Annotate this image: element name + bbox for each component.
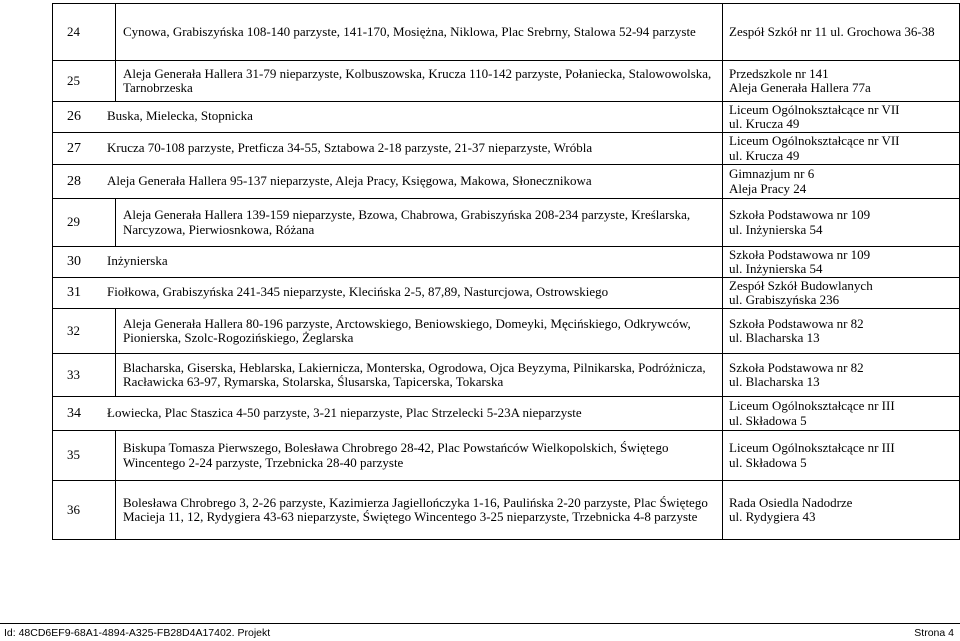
page-number: Strona 4 [914, 627, 954, 639]
station-address: ul. Składowa 5 [729, 454, 807, 470]
district-number: 26 [67, 109, 81, 125]
station-name: Szkoła Podstawowa nr 82 [729, 359, 864, 375]
streets-text: Inżynierska [107, 253, 168, 269]
polling-station-cell [723, 431, 960, 481]
table-row [53, 133, 960, 165]
table-row [53, 309, 960, 354]
polling-station-cell [723, 247, 960, 278]
streets-text: Buska, Mielecka, Stopnicka [107, 108, 253, 124]
streets-text: Fiołkowa, Grabiszyńska 241-345 nieparzyste, Klecińska 2-5, 87,89, Nasturcjowa, Ostrowskiego [107, 284, 609, 300]
station-name: Liceum Ogólnokształcące nr III [729, 440, 895, 455]
station-name: Zespół Szkół Budowlanych [729, 277, 873, 293]
station-name: Szkoła Podstawowa nr 109 [729, 246, 871, 262]
station-name: Zespół Szkół nr 11 ul. Grochowa 36-38 [729, 23, 935, 39]
table-row [53, 4, 960, 61]
streets-cell: Aleja Generała Hallera 31-79 nieparzyste, Kolbuszowska, Krucza 110-142 parzyste, Połaniecka, Stalowowolska, Tarnobrzeska [116, 61, 723, 102]
station-address: ul. Blacharska 13 [729, 330, 820, 345]
streets-cell: Biskupa Tomasza Pierwszego, Bolesława Chrobrego 28-42, Plac Powstańców Wielkopolskich, Świętego Wincentego 2-24 parzyste, Trzebnicka 28-40 parzyste [116, 431, 723, 481]
station-address: ul. Krucza 49 [729, 116, 800, 131]
district-number: 28 [67, 173, 81, 189]
polling-station-cell [723, 199, 960, 247]
polling-station-cell [723, 165, 960, 199]
polling-station-cell [723, 481, 960, 540]
polling-station-cell [723, 133, 960, 165]
polling-station-cell [723, 278, 960, 309]
table-row [53, 481, 960, 540]
streets-cell [53, 133, 723, 165]
station-address: Aleja Generała Hallera 77a [729, 80, 871, 95]
streets-cell: Aleja Generała Hallera 139-159 nieparzyste, Bzowa, Chabrowa, Grabiszyńska 208-234 parzyste, Kreślarska, Narcyzowa, Pierwiosnkowa, Różana [116, 199, 723, 247]
station-address: ul. Rydygiera 43 [729, 509, 816, 524]
polling-station-cell [723, 102, 960, 133]
streets-cell [53, 397, 723, 431]
streets-cell [53, 102, 723, 133]
station-address: ul. Grabiszyńska 236 [729, 292, 840, 307]
station-name: Rada Osiedla Nadodrze [729, 494, 853, 510]
streets-text: Łowiecka, Plac Staszica 4-50 parzyste, 3-21 nieparzyste, Plac Strzelecki 5-23A nieparzyste [107, 404, 582, 420]
table-row [53, 354, 960, 397]
streets-text: Krucza 70-108 parzyste, Pretficza 34-55, Sztabowa 2-18 parzyste, 21-37 nieparzyste, Wróbla [107, 139, 593, 155]
district-number: 32 [53, 309, 116, 354]
district-number: 35 [53, 431, 116, 481]
streets-cell: Bolesława Chrobrego 3, 2-26 parzyste, Kazimierza Jagiellończyka 1-16, Paulińska 2-20 parzyste, Plac Świętego Macieja 11, 12, Rydygiera 43-63 nieparzyste, Świętego Wincentego 3-25 nieparzyste, Trzebnicka 4-8 parzyste [116, 481, 723, 540]
station-name: Gimnazjum nr 6 [729, 166, 815, 181]
district-number: 30 [67, 254, 81, 270]
district-number: 24 [53, 4, 116, 61]
table-row [53, 247, 960, 278]
streets-cell: Blacharska, Giserska, Heblarska, Lakiernicza, Monterska, Ogrodowa, Ojca Beyzyma, Pilnikarska, Podróżnicza, Racławicka 63-97, Rymarska, Stolarska, Ślusarska, Tapicerska, Tokarska [116, 354, 723, 397]
district-number: 25 [53, 61, 116, 102]
station-address: ul. Krucza 49 [729, 147, 800, 163]
table-row [53, 165, 960, 199]
station-address: ul. Inżynierska 54 [729, 261, 823, 276]
streets-cell [53, 247, 723, 278]
table-row [53, 397, 960, 431]
polling-station-cell [723, 309, 960, 354]
table-row [53, 199, 960, 247]
polling-station-cell [723, 61, 960, 102]
streets-cell: Aleja Generała Hallera 80-196 parzyste, Arctowskiego, Beniowskiego, Domeyki, Męcińskiego, Odkrywców, Pionierska, Szolc-Rogozińskiego, Żeglarska [116, 309, 723, 354]
station-address: Aleja Pracy 24 [729, 180, 807, 196]
station-address: ul. Inżynierska 54 [729, 221, 823, 237]
table-row [53, 102, 960, 133]
station-name: Przedszkole nr 141 [729, 65, 829, 81]
station-name: Liceum Ogólnokształcące nr VII [729, 101, 900, 117]
streets-cell [53, 278, 723, 309]
district-number: 34 [67, 405, 81, 421]
station-address: ul. Blacharska 13 [729, 374, 820, 389]
polling-station-cell [723, 354, 960, 397]
polling-station-cell [723, 397, 960, 431]
district-number: 27 [67, 140, 81, 156]
district-number: 29 [53, 199, 116, 247]
polling-station-cell [723, 4, 960, 61]
streets-cell [53, 165, 723, 199]
table-row [53, 61, 960, 102]
station-name: Liceum Ogólnokształcące nr VII [729, 133, 900, 148]
station-name: Szkoła Podstawowa nr 109 [729, 207, 871, 222]
districts-table [52, 3, 960, 540]
district-number: 31 [67, 285, 81, 301]
streets-text: Aleja Generała Hallera 95-137 nieparzyste, Aleja Pracy, Księgowa, Makowa, Słonecznikowa [107, 172, 592, 188]
station-name: Liceum Ogólnokształcące nr III [729, 398, 895, 413]
table-row [53, 278, 960, 309]
table-row [53, 431, 960, 481]
district-number: 36 [53, 481, 116, 540]
station-name: Szkoła Podstawowa nr 82 [729, 315, 864, 331]
station-address: ul. Składowa 5 [729, 412, 807, 428]
district-number: 33 [53, 354, 116, 397]
page-footer [0, 623, 960, 641]
document-id: Id: 48CD6EF9-68A1-4894-A325-FB28D4A17402. Projekt [4, 627, 271, 639]
streets-cell: Cynowa, Grabiszyńska 108-140 parzyste, 141-170, Mosiężna, Niklowa, Plac Srebrny, Stalowa 52-94 parzyste [116, 4, 723, 61]
